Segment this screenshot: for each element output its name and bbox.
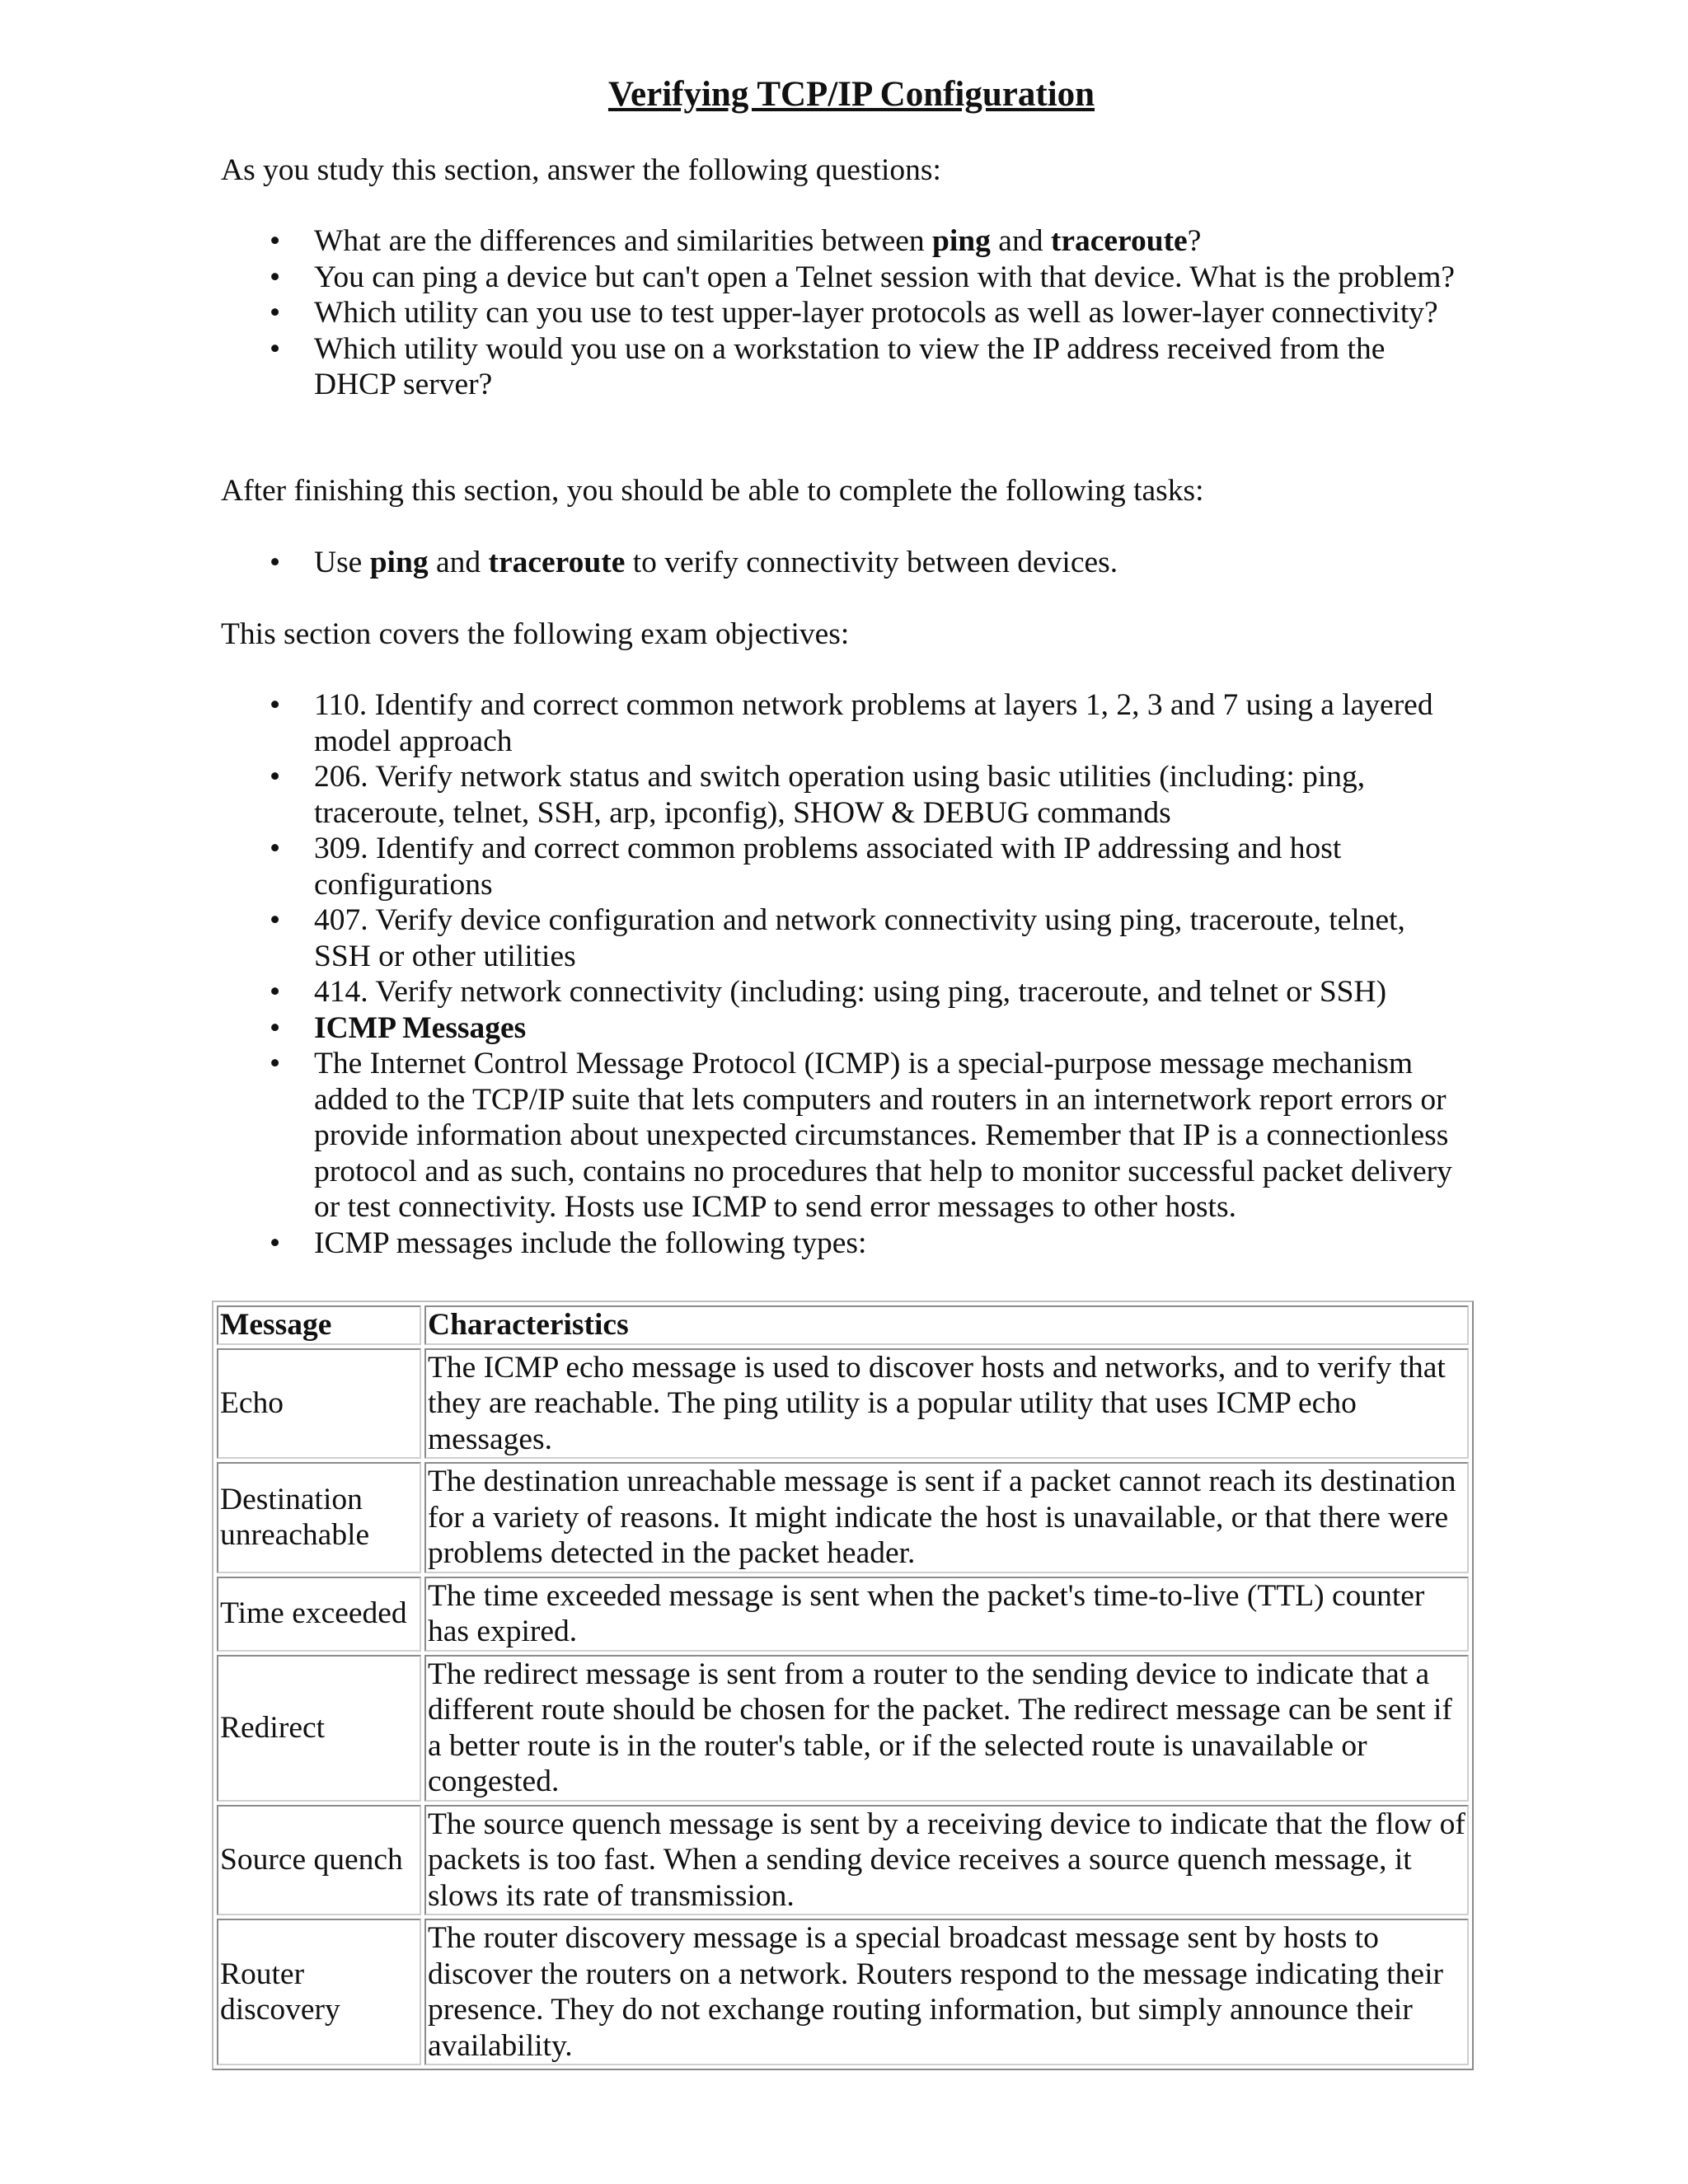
ping-term: ping [932, 224, 991, 258]
table-header-cell: Message [217, 1305, 421, 1345]
message-cell: Router discovery [217, 1919, 421, 2065]
message-cell: Destination unreachable [217, 1462, 421, 1573]
table-row [217, 1348, 1469, 1460]
question-item: • You can ping a device but can't open a Telnet session with that device. What is the problem? [221, 260, 1465, 296]
question-item: • Which utility can you use to test upper-layer protocols as well as lower-layer connectivity? [221, 295, 1465, 331]
characteristics-cell: The router discovery message is a special broadcast message sent by hosts to discover the routers on a network. Routers respond to the message indicating their presence. They do not exchange routing information, but simply announce their availability. [424, 1919, 1469, 2065]
table-row [217, 1805, 1469, 1916]
task-item: • Use ping and traceroute to verify connectivity between devices. [221, 545, 1465, 581]
objective-item: • 206. Verify network status and switch operation using basic utilities (including: ping, traceroute, telnet, SSH, arp, ipconfig), SHOW & DEBUG commands [221, 759, 1465, 831]
objective-item: • 414. Verify network connectivity (including: using ping, traceroute, and telnet or SSH) [221, 974, 1465, 1010]
objective-item: • 407. Verify device configuration and network connectivity using ping, traceroute, telnet, SSH or other utilities [221, 902, 1465, 974]
message-cell: Source quench [217, 1805, 421, 1916]
table-header-row [217, 1305, 1469, 1345]
table-header-cell: Characteristics [424, 1305, 1469, 1345]
table-row [217, 1577, 1469, 1652]
characteristics-cell: The redirect message is sent from a router to the sending device to indicate that a different route should be chosen for the packet. The redirect message can be sent if a better route is in the router's table, or if the selected route is unavailable or congested. [424, 1655, 1469, 1802]
icmp-heading: • ICMP Messages [221, 1010, 1465, 1047]
icmp-types-intro: • ICMP messages include the following types: [221, 1226, 1465, 1262]
ping-term: ping [369, 546, 429, 579]
characteristics-cell: The destination unreachable message is sent if a packet cannot reach its destination for a variety of reasons. It might indicate the host is unavailable, or that there were problems detected in the packet header. [424, 1462, 1469, 1573]
characteristics-cell: The source quench message is sent by a receiving device to indicate that the flow of packets is too fast. When a sending device receives a source quench message, it slows its rate of transmission. [424, 1805, 1469, 1916]
page-title: Verifying TCP/IP Configuration [607, 75, 1095, 114]
table-row [217, 1462, 1469, 1573]
question-item: • Which utility would you use on a workstation to view the IP address received from the DHCP server? [221, 331, 1465, 403]
objectives-intro: This section covers the following exam objectives: [221, 617, 850, 651]
tasks-list [221, 545, 1465, 581]
characteristics-cell: The time exceeded message is sent when the packet's time-to-live (TTL) counter has expired. [424, 1577, 1469, 1652]
traceroute-term: traceroute [1050, 224, 1188, 258]
characteristics-cell: The ICMP echo message is used to discover hosts and networks, and to verify that they are reachable. The ping utility is a popular utility that uses ICMP echo messages. [424, 1348, 1469, 1460]
traceroute-term: traceroute [488, 546, 626, 579]
message-cell: Time exceeded [217, 1577, 421, 1652]
message-cell: Echo [217, 1348, 421, 1460]
message-cell: Redirect [217, 1655, 421, 1802]
objective-item: • 110. Identify and correct common network problems at layers 1, 2, 3 and 7 using a layered model approach [221, 687, 1465, 759]
questions-list [221, 223, 1465, 403]
icmp-messages-table [212, 1301, 1474, 2070]
tasks-intro: After finishing this section, you should be able to complete the following tasks: [221, 474, 1204, 508]
question-item: • What are the differences and similarities between ping and traceroute? [221, 223, 1465, 260]
table-row [217, 1919, 1469, 2065]
questions-intro: As you study this section, answer the following questions: [221, 153, 941, 187]
table-row [217, 1655, 1469, 1802]
icmp-description: • The Internet Control Message Protocol (ICMP) is a special-purpose message mechanism added to the TCP/IP suite that lets computers and routers in an internetwork report errors or provide information about unexpected circumstances. Remember that IP is a connectionless protocol and as such, contains no procedures that help to monitor successful packet delivery or test connectivity. Hosts use ICMP to send error messages to other hosts. [221, 1046, 1465, 1226]
objectives-list [221, 687, 1465, 1261]
objective-item: • 309. Identify and correct common problems associated with IP addressing and host configurations [221, 831, 1465, 902]
